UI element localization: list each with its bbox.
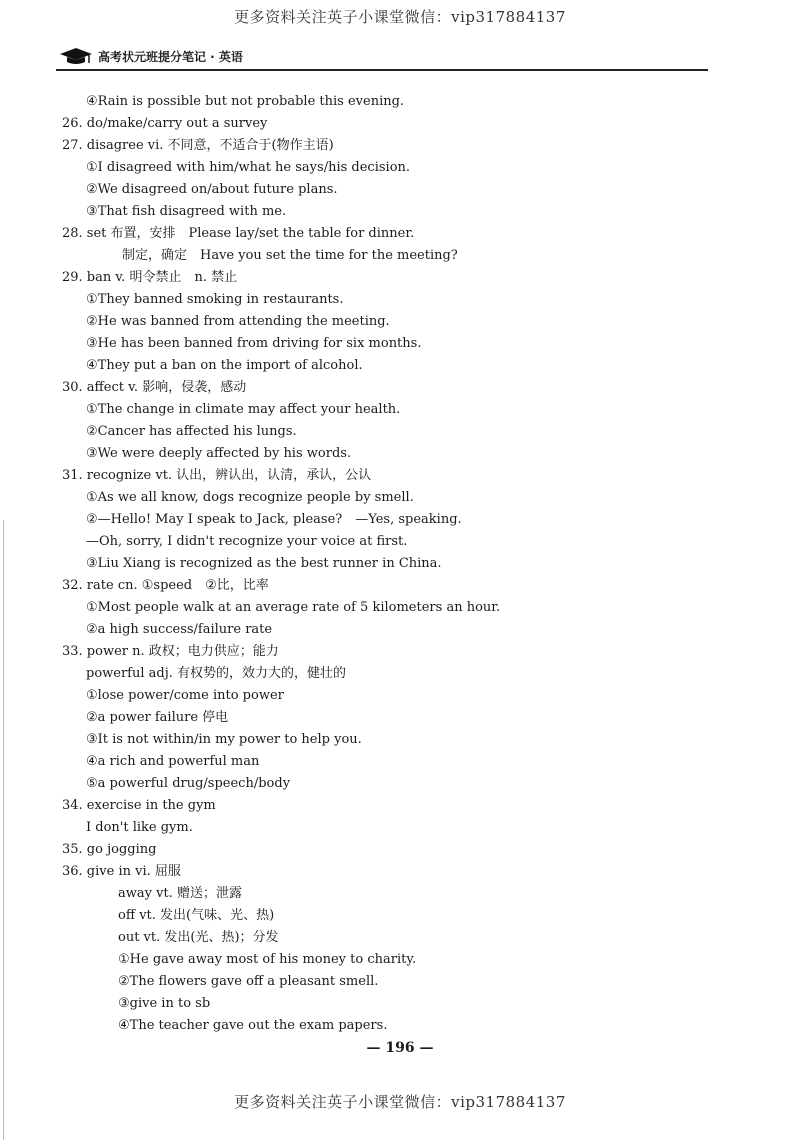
entry-heading: 31. recognize vt. 认出，辨认出，认清，承认，公认 [62,468,372,483]
entry-line: ②—Hello! May I speak to Jack, please? —Yes, speaking. [86,512,462,527]
entry-line: ②a power failure 停电 [86,710,229,725]
entry-line: I don't like gym. [86,820,193,835]
graduation-cap-icon [58,45,94,67]
entry-line: away vt. 赠送；泄露 [118,886,242,901]
entry-line: —Oh, sorry, I didn't recognize your voice at first. [86,534,408,549]
entry-heading: 34. exercise in the gym [62,798,216,813]
entry-line: ③That fish disagreed with me. [86,204,287,219]
page-number: — 196 — [366,1040,434,1056]
vocabulary-notes [62,91,712,1037]
entry-line: ①The change in climate may affect your health. [86,402,401,417]
entry-line: ②He was banned from attending the meeting. [86,314,390,329]
entry-line: ③We were deeply affected by his words. [86,446,352,461]
entry-line: ④The teacher gave out the exam papers. [118,1018,388,1033]
entry-line: ③Liu Xiang is recognized as the best runner in China. [86,556,442,571]
book-header [58,44,243,68]
entry-line: out vt. 发出(光、热)；分发 [118,930,279,945]
book-title: 高考状元班提分笔记 · 英语 [98,49,243,64]
entry-line: ③He has been banned from driving for six months. [86,336,422,351]
watermark-top: 更多资料关注英子小课堂微信：vip317884137 [234,8,566,26]
entry-heading: 26. do/make/carry out a survey [62,116,268,131]
header-divider [56,69,708,71]
entry-heading: 28. set 布置，安排 Please lay/set the table for dinner. [62,226,415,241]
entry-line: ④They put a ban on the import of alcohol. [86,358,363,373]
entry-line: ①They banned smoking in restaurants. [86,292,344,307]
entry-line: off vt. 发出(气味、光、热) [118,908,275,923]
entry-heading: 27. disagree vi. 不同意，不适合于(物作主语) [62,138,334,153]
entry-line: ②Cancer has affected his lungs. [86,424,297,439]
entry-line: ①Most people walk at an average rate of 5 kilometers an hour. [86,600,501,615]
entry-heading: 32. rate cn. ①speed ②比，比率 [62,578,269,593]
entry-line: ②a high success/failure rate [86,622,273,637]
entry-line: ①He gave away most of his money to charity. [118,952,417,967]
entry-heading: 33. power n. 政权；电力供应；能力 [62,644,279,659]
entry-line: ③It is not within/in my power to help you. [86,732,362,747]
entry-line: powerful adj. 有权势的，效力大的，健壮的 [86,666,347,681]
entry-line: ⑤a powerful drug/speech/body [86,776,291,791]
entry-heading: 30. affect v. 影响，侵袭，感动 [62,380,247,395]
entry-heading: 35. go jogging [62,842,157,857]
entry-line: ④Rain is possible but not probable this evening. [86,94,405,109]
entry-line: 制定，确定 Have you set the time for the meeting? [122,248,458,263]
entry-line: ①I disagreed with him/what he says/his decision. [86,160,411,175]
watermark-bottom: 更多资料关注英子小课堂微信：vip317884137 [234,1093,566,1111]
entry-line: ②We disagreed on/about future plans. [86,182,338,197]
entry-line: ①lose power/come into power [86,688,284,703]
entry-line: ①As we all know, dogs recognize people by smell. [86,490,414,505]
entry-heading: 36. give in vi. 屈服 [62,864,181,879]
entry-heading: 29. ban v. 明令禁止 n. 禁止 [62,270,238,285]
entry-line: ④a rich and powerful man [86,754,260,769]
entry-line: ③give in to sb [118,996,211,1011]
scan-edge-line [3,520,4,1140]
entry-line: ②The flowers gave off a pleasant smell. [118,974,379,989]
